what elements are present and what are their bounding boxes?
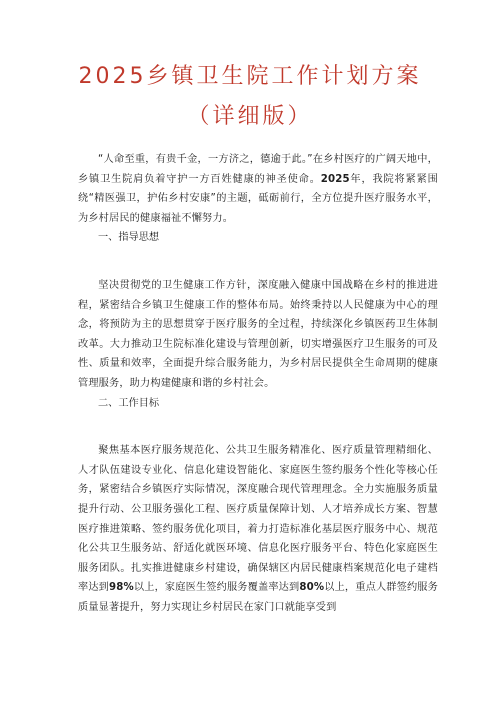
section2-rate-1: 98%	[109, 582, 134, 594]
section2-heading: 二、工作目标	[98, 397, 160, 409]
intro-text-2: 年，我院将紧紧围绕“精医强卫，护佑乡村安康”的主题，砥砺前行，全方位提升医疗服务水平，为乡村居民的健康福祉不懈努力。	[78, 173, 438, 224]
section2-text-3: 以上，重点人群签约服务质量显著提升，努力实现让乡村居民在家门口就能享受到	[78, 582, 438, 613]
document-body	[78, 150, 438, 617]
spacer	[78, 413, 438, 441]
spacer	[78, 248, 438, 276]
intro-text-1: “人命至重，有贵千金，一方济之，德逾于此。”在乡村医疗的广阔天地中，乡镇卫生院肩负着守护一方百姓健康的神圣使命。	[78, 154, 438, 185]
section2-text-1: 聚焦基本医疗服务规范化、公共卫生服务精准化、医疗质量管理精细化、人才队伍建设专业化、信息化建设智能化、家庭医生签约服务个性化等核心任务，紧密结合乡镇医疗实际情况，深度融合现代管理理念。全力实施服务质量提升行动、公卫服务强化工程、医疗质量保障计划、人才培养成长方案、智慧医疗推进策略、签约服务优化项目，着力打造标准化基层医疗服务中心、规范化公共卫生服务站、舒适化就医环境、信息化医疗服务平台、特色化家庭医生服务团队。扎实推进健康乡村建设，确保辖区内居民健康档案规范化电子建档率达到	[78, 445, 438, 594]
section2-rate-2: 80%	[299, 582, 325, 594]
section2-paragraph	[78, 441, 438, 617]
document-title: 2025乡镇卫生院工作计划方案	[78, 64, 422, 89]
intro-year: 2025	[320, 173, 350, 185]
intro-paragraph	[78, 150, 438, 228]
section1-paragraph	[78, 276, 438, 394]
section2-text-2: 以上，家庭医生签约服务覆盖率达到	[133, 582, 300, 594]
section1-heading: 一、指导思想	[98, 232, 160, 244]
document-subtitle: （详细版）	[187, 104, 313, 129]
section1-text: 坚决贯彻党的卫生健康工作方针，深度融入健康中国战略在乡村的推进进程，紧密结合乡镇卫生健康工作的整体布局。始终秉持以人民健康为中心的理念，将预防为主的思想贯穿于医疗服务的全过程，持续深化乡镇医药卫生体制改革。大力推动卫生院标准化建设与管理创新，切实增强医疗卫生服务的可及性、质量和效率，全面提升综合服务能力，为乡村居民提供全生命周期的健康管理服务，助力构建健康和谐的乡村社会。	[78, 279, 438, 389]
